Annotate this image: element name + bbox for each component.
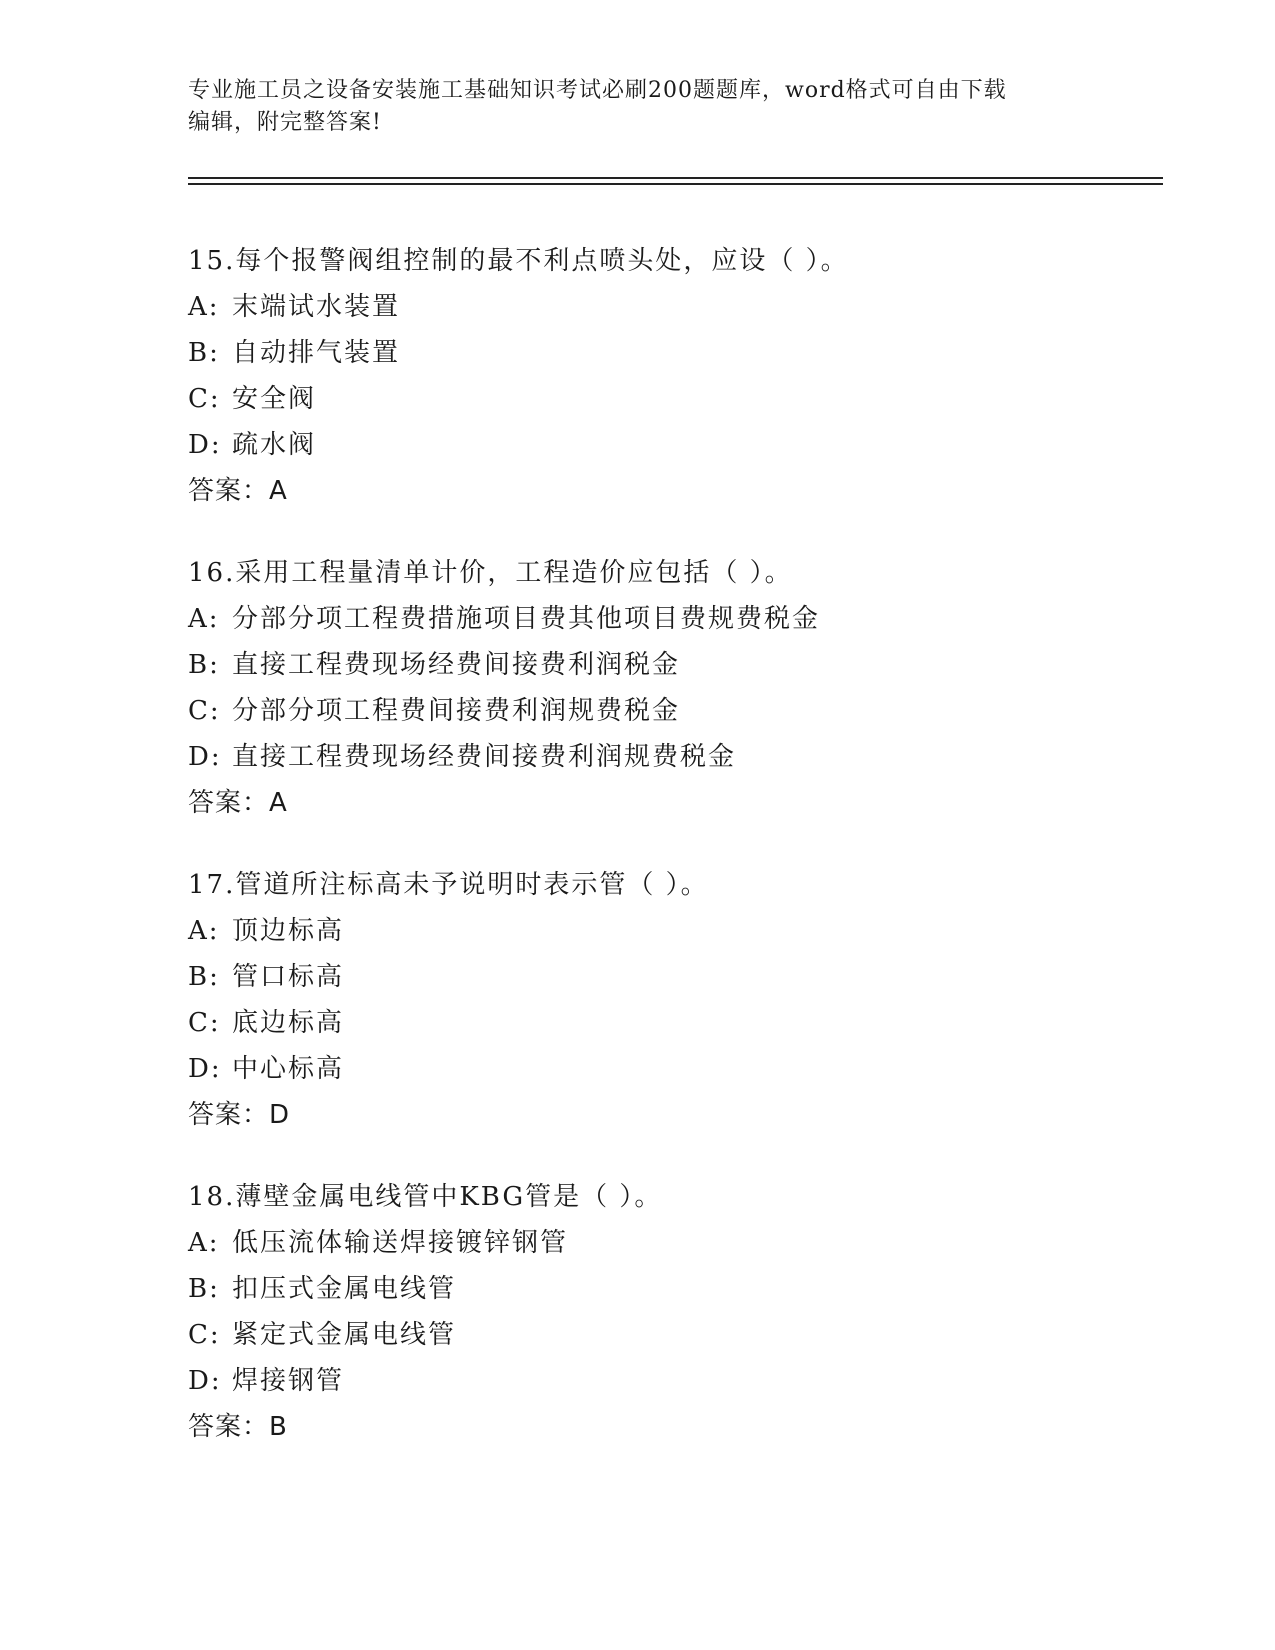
option-key: A: xyxy=(188,916,220,946)
option-text: 安全阀 xyxy=(232,384,317,414)
option-key: B: xyxy=(188,1274,220,1304)
option-text: 扣压式金属电线管 xyxy=(232,1274,457,1304)
question-list xyxy=(188,238,1188,1486)
option-key: B: xyxy=(188,338,220,368)
option-b xyxy=(188,642,1188,688)
question-answer: 答案：D xyxy=(188,1100,291,1130)
option-c xyxy=(188,1312,1188,1358)
option-text: 低压流体输送焊接镀锌钢管 xyxy=(232,1228,569,1258)
option-text: 管口标高 xyxy=(232,962,345,992)
option-c xyxy=(188,688,1188,734)
option-key: C: xyxy=(188,384,221,414)
header-divider-bottom xyxy=(188,183,1163,185)
option-b xyxy=(188,330,1188,376)
option-text: 直接工程费现场经费间接费利润税金 xyxy=(232,650,681,680)
option-text: 分部分项工程费措施项目费其他项目费规费税金 xyxy=(232,604,821,634)
question-15 xyxy=(188,238,1188,514)
option-key: B: xyxy=(188,650,220,680)
option-text: 焊接钢管 xyxy=(232,1366,345,1396)
option-c xyxy=(188,376,1188,422)
option-key: D: xyxy=(188,742,222,772)
option-d xyxy=(188,1046,1188,1092)
option-c xyxy=(188,1000,1188,1046)
option-b xyxy=(188,1266,1188,1312)
question-answer: 答案：A xyxy=(188,476,288,506)
option-d xyxy=(188,422,1188,468)
option-text: 分部分项工程费间接费利润规费税金 xyxy=(232,696,681,726)
option-key: C: xyxy=(188,1320,221,1350)
header-title-line-2: 编辑，附完整答案! xyxy=(188,110,382,135)
option-d xyxy=(188,734,1188,780)
option-a xyxy=(188,596,1188,642)
header-divider-top xyxy=(188,177,1163,179)
option-text: 自动排气装置 xyxy=(232,338,401,368)
option-key: D: xyxy=(188,430,222,460)
question-answer: 答案：B xyxy=(188,1412,288,1442)
option-key: C: xyxy=(188,1008,221,1038)
option-text: 紧定式金属电线管 xyxy=(232,1320,457,1350)
option-key: A: xyxy=(188,1228,220,1258)
option-key: C: xyxy=(188,696,221,726)
header-title-line-1: 专业施工员之设备安装施工基础知识考试必刷200题题库，word格式可自由下载 xyxy=(188,78,1007,103)
option-key: A: xyxy=(188,604,220,634)
option-text: 末端试水装置 xyxy=(232,292,401,322)
question-stem: 17.管道所注标高未予说明时表示管（ ）。 xyxy=(188,870,709,900)
option-text: 直接工程费现场经费间接费利润规费税金 xyxy=(232,742,737,772)
option-text: 顶边标高 xyxy=(232,916,345,946)
question-16 xyxy=(188,550,1188,826)
question-stem: 15.每个报警阀组控制的最不利点喷头处，应设（ ）。 xyxy=(188,246,849,276)
option-text: 中心标高 xyxy=(232,1054,345,1084)
option-text: 底边标高 xyxy=(232,1008,345,1038)
question-answer: 答案：A xyxy=(188,788,288,818)
option-key: D: xyxy=(188,1366,222,1396)
option-a xyxy=(188,284,1188,330)
option-text: 疏水阀 xyxy=(232,430,317,460)
option-b xyxy=(188,954,1188,1000)
option-d xyxy=(188,1358,1188,1404)
question-18 xyxy=(188,1174,1188,1450)
question-17 xyxy=(188,862,1188,1138)
question-stem: 18.薄壁金属电线管中KBG管是（ ）。 xyxy=(188,1182,663,1212)
option-a xyxy=(188,908,1188,954)
option-key: D: xyxy=(188,1054,222,1084)
document-header xyxy=(188,75,1088,139)
option-a xyxy=(188,1220,1188,1266)
question-stem: 16.采用工程量清单计价，工程造价应包括（ ）。 xyxy=(188,558,793,588)
option-key: B: xyxy=(188,962,220,992)
option-key: A: xyxy=(188,292,220,322)
